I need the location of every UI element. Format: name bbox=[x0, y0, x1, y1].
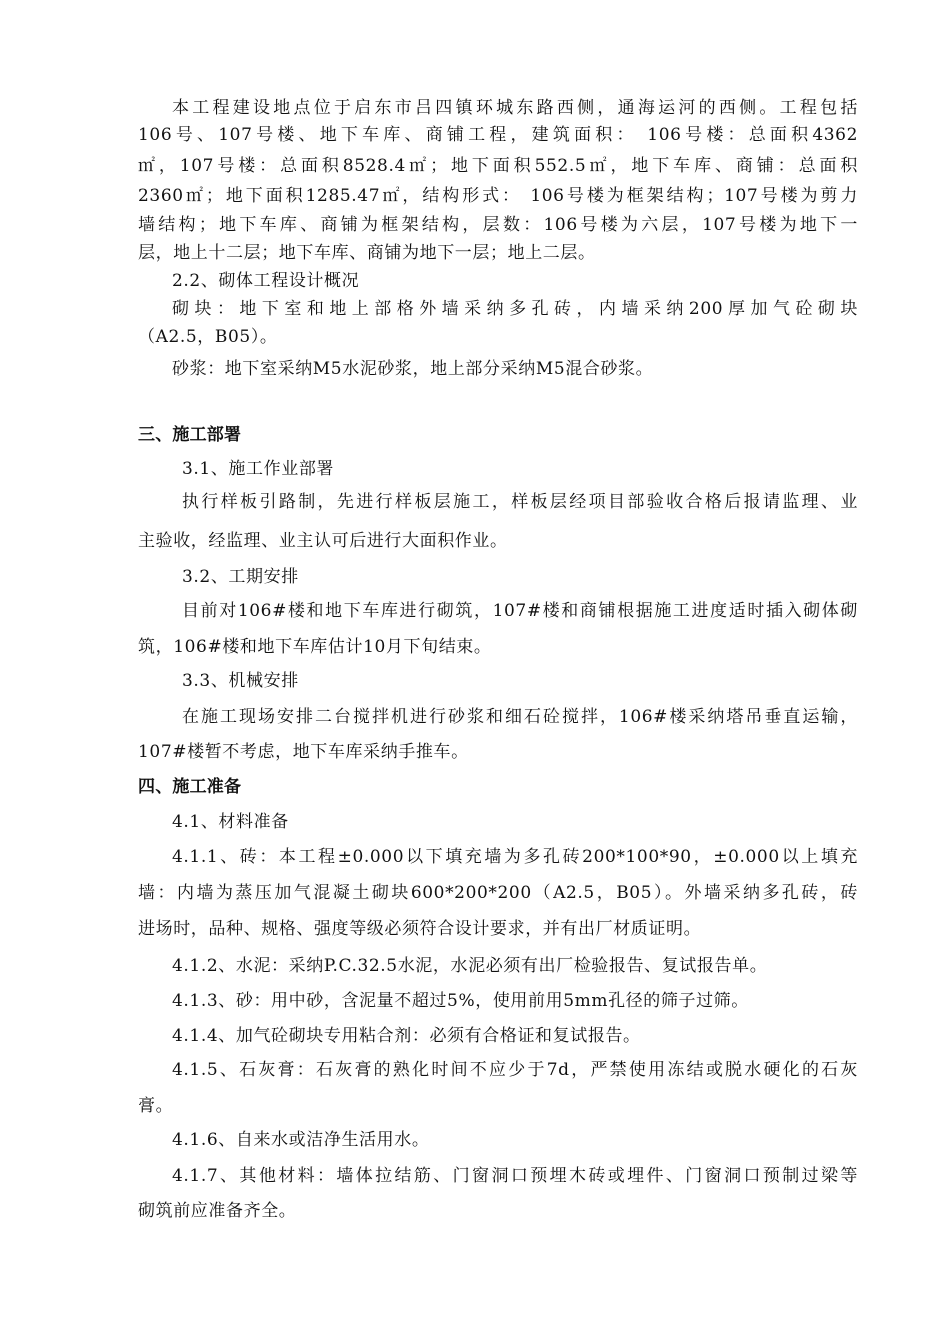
paragraph-line: ㎡，107号楼：总面积8528.4㎡；地下面积552.5㎡，地下车库、商铺：总面积 bbox=[138, 156, 858, 176]
paragraph-line: 4.1.1、砖：本工程±0.000以下填充墙为多孔砖200*100*90，±0.000以上填充 bbox=[172, 847, 858, 867]
paragraph-line: 4.1.7、其他材料：墙体拉结筋、门窗洞口预埋木砖或埋件、门窗洞口预制过梁等 bbox=[172, 1166, 858, 1186]
paragraph-line: 2360㎡；地下面积1285.47㎡，结构形式： 106号楼为框架结构；107号楼为剪力 bbox=[138, 186, 858, 206]
paragraph-line: 筑，106#楼和地下车库估计10月下旬结束。 bbox=[138, 637, 492, 657]
paragraph-line: 砌筑前应准备齐全。 bbox=[138, 1201, 297, 1221]
paragraph-line: 4.1.6、自来水或洁净生活用水。 bbox=[172, 1130, 430, 1150]
section-subheading: 3.1、施工作业部署 bbox=[182, 459, 335, 479]
paragraph-line: 主验收，经监理、业主认可后进行大面积作业。 bbox=[138, 531, 508, 551]
paragraph-line: 砌块：地下室和地上部格外墙采纳多孔砖，内墙采纳200厚加气砼砌块 bbox=[172, 299, 858, 319]
paragraph-line: 本工程建设地点位于启东市吕四镇环城东路西侧，通海运河的西侧。工程包括 bbox=[172, 98, 858, 118]
section-subheading: 3.3、机械安排 bbox=[182, 671, 299, 691]
paragraph-line: 墙结构；地下车库、商铺为框架结构，层数：106号楼为六层，107号楼为地下一 bbox=[138, 215, 858, 235]
paragraph-line: 墙：内墙为蒸压加气混凝土砌块600*200*200（A2.5，B05）。外墙采纳多孔砖，砖 bbox=[138, 883, 858, 903]
paragraph-line: 砂浆：地下室采纳M5水泥砂浆，地上部分采纳M5混合砂浆。 bbox=[172, 359, 654, 379]
paragraph-line: 在施工现场安排二台搅拌机进行砂浆和细石砼搅拌，106#楼采纳塔吊垂直运输， bbox=[182, 707, 858, 727]
paragraph-line: （A2.5，B05）。 bbox=[138, 327, 278, 347]
section-heading: 四、施工准备 bbox=[138, 777, 242, 797]
paragraph-line: 4.1.2、水泥：采纳P.C.32.5水泥，水泥必须有出厂检验报告、复试报告单。 bbox=[172, 956, 768, 976]
paragraph-line: 4.1.5、石灰膏：石灰膏的熟化时间不应少于7d，严禁使用冻结或脱水硬化的石灰 bbox=[172, 1060, 858, 1080]
paragraph-line: 4.1.3、砂：用中砂，含泥量不超过5%，使用前用5mm孔径的筛子过筛。 bbox=[172, 991, 749, 1011]
paragraph-line: 目前对106#楼和地下车库进行砌筑，107#楼和商铺根据施工进度适时插入砌体砌 bbox=[182, 601, 858, 621]
paragraph-line: 层，地上十二层；地下车库、商铺为地下一层；地上二层。 bbox=[138, 243, 596, 263]
section-subheading: 4.1、材料准备 bbox=[172, 812, 289, 832]
section-subheading: 3.2、工期安排 bbox=[182, 567, 299, 587]
section-subheading: 2.2、砌体工程设计概况 bbox=[172, 271, 360, 291]
paragraph-line: 4.1.4、加气砼砌块专用粘合剂：必须有合格证和复试报告。 bbox=[172, 1026, 641, 1046]
section-heading: 三、施工部署 bbox=[138, 425, 242, 445]
paragraph-line: 执行样板引路制，先进行样板层施工，样板层经项目部验收合格后报请监理、业 bbox=[182, 492, 858, 512]
paragraph-line: 107#楼暂不考虑，地下车库采纳手推车。 bbox=[138, 742, 469, 762]
paragraph-line: 膏。 bbox=[138, 1096, 174, 1116]
paragraph-line: 106号、107号楼、地下车库、商铺工程，建筑面积： 106号楼：总面积4362 bbox=[138, 125, 858, 145]
paragraph-line: 进场时，品种、规格、强度等级必须符合设计要求，并有出厂材质证明。 bbox=[138, 919, 702, 939]
